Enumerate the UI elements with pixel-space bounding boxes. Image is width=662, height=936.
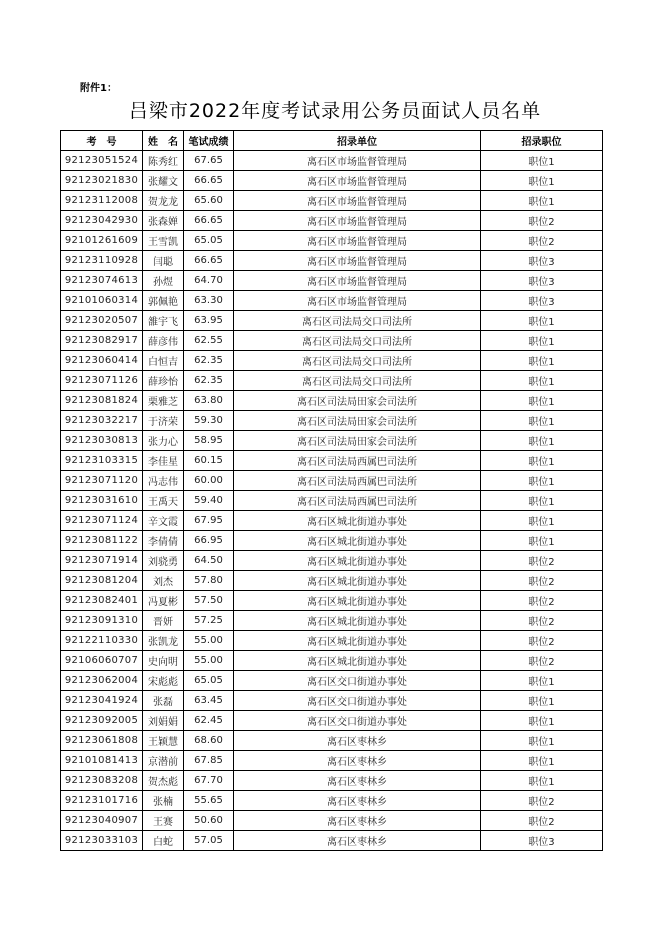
cell-score: 66.95 [184, 531, 234, 551]
cell-position: 职位1 [481, 531, 603, 551]
attachment-label: 附件1： [80, 83, 117, 94]
cell-exam-number: 92123042930 [61, 211, 143, 231]
cell-score: 57.25 [184, 611, 234, 631]
header-unit: 招录单位 [234, 131, 481, 151]
cell-unit: 离石区城北街道办事处 [234, 631, 481, 651]
cell-unit: 离石区司法局交口司法所 [234, 331, 481, 351]
header-score: 笔试成绩 [184, 131, 234, 151]
cell-exam-number: 92123071120 [61, 471, 143, 491]
table-row [61, 731, 603, 751]
cell-position: 职位3 [481, 291, 603, 311]
cell-score: 60.15 [184, 451, 234, 471]
cell-exam-number: 92123032217 [61, 411, 143, 431]
table-row [61, 631, 603, 651]
cell-name: 冯志伟 [143, 471, 184, 491]
candidates-table [60, 130, 603, 851]
cell-unit: 离石区城北街道办事处 [234, 611, 481, 631]
table-header-row [61, 131, 603, 151]
cell-unit: 离石区市场监督管理局 [234, 171, 481, 191]
cell-name: 刘杰 [143, 571, 184, 591]
cell-score: 55.65 [184, 791, 234, 811]
cell-exam-number: 92123061808 [61, 731, 143, 751]
cell-exam-number: 92123081204 [61, 571, 143, 591]
cell-score: 57.80 [184, 571, 234, 591]
cell-position: 职位1 [481, 331, 603, 351]
cell-unit: 离石区市场监督管理局 [234, 191, 481, 211]
cell-name: 闫聪 [143, 251, 184, 271]
cell-name: 于济荣 [143, 411, 184, 431]
cell-position: 职位1 [481, 371, 603, 391]
cell-position: 职位1 [481, 391, 603, 411]
cell-position: 职位1 [481, 311, 603, 331]
cell-score: 58.95 [184, 431, 234, 451]
cell-unit: 离石区司法局交口司法所 [234, 351, 481, 371]
cell-unit: 离石区司法局西属巴司法所 [234, 451, 481, 471]
cell-name: 张楠 [143, 791, 184, 811]
cell-unit: 离石区城北街道办事处 [234, 531, 481, 551]
table-row [61, 551, 603, 571]
cell-exam-number: 92123091310 [61, 611, 143, 631]
cell-name: 栗雅芝 [143, 391, 184, 411]
cell-score: 63.80 [184, 391, 234, 411]
cell-position: 职位1 [481, 491, 603, 511]
cell-unit: 离石区市场监督管理局 [234, 211, 481, 231]
header-position: 招录职位 [481, 131, 603, 151]
cell-score: 63.95 [184, 311, 234, 331]
cell-unit: 离石区城北街道办事处 [234, 511, 481, 531]
cell-name: 孙煜 [143, 271, 184, 291]
table-row [61, 411, 603, 431]
cell-score: 65.05 [184, 671, 234, 691]
table-row [61, 671, 603, 691]
cell-score: 65.60 [184, 191, 234, 211]
table-row [61, 531, 603, 551]
table-row [61, 271, 603, 291]
cell-name: 张耀文 [143, 171, 184, 191]
cell-position: 职位3 [481, 271, 603, 291]
cell-score: 59.40 [184, 491, 234, 511]
cell-position: 职位1 [481, 751, 603, 771]
cell-exam-number: 92123041924 [61, 691, 143, 711]
table-row [61, 831, 603, 851]
cell-unit: 离石区枣林乡 [234, 751, 481, 771]
cell-exam-number: 92123033103 [61, 831, 143, 851]
cell-exam-number: 92123103315 [61, 451, 143, 471]
cell-name: 薛珍怡 [143, 371, 184, 391]
cell-name: 张磊 [143, 691, 184, 711]
cell-unit: 离石区交口街道办事处 [234, 711, 481, 731]
cell-score: 62.35 [184, 371, 234, 391]
cell-name: 王禹天 [143, 491, 184, 511]
cell-exam-number: 92106060707 [61, 651, 143, 671]
cell-name: 雒宇飞 [143, 311, 184, 331]
cell-position: 职位1 [481, 511, 603, 531]
cell-unit: 离石区枣林乡 [234, 791, 481, 811]
cell-position: 职位1 [481, 351, 603, 371]
table-row [61, 571, 603, 591]
table-row [61, 811, 603, 831]
header-exam-number: 考 号 [61, 131, 143, 151]
cell-exam-number: 92123040907 [61, 811, 143, 831]
cell-score: 57.05 [184, 831, 234, 851]
cell-score: 55.00 [184, 651, 234, 671]
table-row [61, 371, 603, 391]
cell-unit: 离石区城北街道办事处 [234, 651, 481, 671]
cell-unit: 离石区城北街道办事处 [234, 591, 481, 611]
cell-name: 白蛇 [143, 831, 184, 851]
cell-exam-number: 92123082917 [61, 331, 143, 351]
table-row [61, 431, 603, 451]
cell-name: 冯夏彬 [143, 591, 184, 611]
cell-name: 张凯龙 [143, 631, 184, 651]
cell-exam-number: 92123071126 [61, 371, 143, 391]
cell-position: 职位1 [481, 711, 603, 731]
cell-unit: 离石区司法局西属巴司法所 [234, 491, 481, 511]
cell-score: 62.55 [184, 331, 234, 351]
cell-score: 67.70 [184, 771, 234, 791]
cell-unit: 离石区司法局田家会司法所 [234, 431, 481, 451]
cell-score: 64.50 [184, 551, 234, 571]
cell-position: 职位2 [481, 571, 603, 591]
cell-exam-number: 92123112008 [61, 191, 143, 211]
table-row [61, 311, 603, 331]
table-row [61, 351, 603, 371]
cell-exam-number: 92123071124 [61, 511, 143, 531]
table-row [61, 391, 603, 411]
cell-position: 职位1 [481, 411, 603, 431]
cell-unit: 离石区交口街道办事处 [234, 671, 481, 691]
cell-unit: 离石区枣林乡 [234, 731, 481, 751]
cell-name: 京潜前 [143, 751, 184, 771]
cell-unit: 离石区市场监督管理局 [234, 231, 481, 251]
cell-unit: 离石区司法局西属巴司法所 [234, 471, 481, 491]
cell-score: 62.35 [184, 351, 234, 371]
cell-position: 职位1 [481, 451, 603, 471]
cell-position: 职位1 [481, 191, 603, 211]
table-row [61, 591, 603, 611]
cell-name: 辛文霞 [143, 511, 184, 531]
cell-score: 62.45 [184, 711, 234, 731]
table-row [61, 711, 603, 731]
cell-exam-number: 92123083208 [61, 771, 143, 791]
cell-exam-number: 92123081122 [61, 531, 143, 551]
cell-position: 职位2 [481, 611, 603, 631]
cell-exam-number: 92123062004 [61, 671, 143, 691]
cell-name: 薛彦伟 [143, 331, 184, 351]
cell-position: 职位1 [481, 731, 603, 751]
cell-name: 郭佩艳 [143, 291, 184, 311]
header-name: 姓 名 [143, 131, 184, 151]
cell-position: 职位2 [481, 211, 603, 231]
cell-name: 刘娟娟 [143, 711, 184, 731]
table-row [61, 471, 603, 491]
cell-name: 晋妍 [143, 611, 184, 631]
table-row [61, 231, 603, 251]
cell-position: 职位2 [481, 551, 603, 571]
table-row [61, 171, 603, 191]
cell-exam-number: 92123092005 [61, 711, 143, 731]
cell-unit: 离石区枣林乡 [234, 771, 481, 791]
table-row [61, 511, 603, 531]
cell-unit: 离石区市场监督管理局 [234, 251, 481, 271]
cell-position: 职位1 [481, 471, 603, 491]
cell-score: 67.65 [184, 151, 234, 171]
cell-exam-number: 92123020507 [61, 311, 143, 331]
cell-unit: 离石区枣林乡 [234, 831, 481, 851]
cell-unit: 离石区交口街道办事处 [234, 691, 481, 711]
table-row [61, 331, 603, 351]
cell-exam-number: 92101081413 [61, 751, 143, 771]
cell-name: 张森婵 [143, 211, 184, 231]
table-row [61, 291, 603, 311]
cell-exam-number: 92101261609 [61, 231, 143, 251]
cell-position: 职位3 [481, 831, 603, 851]
cell-position: 职位3 [481, 251, 603, 271]
cell-unit: 离石区市场监督管理局 [234, 291, 481, 311]
cell-name: 宋彪彪 [143, 671, 184, 691]
cell-name: 刘骁勇 [143, 551, 184, 571]
cell-position: 职位2 [481, 631, 603, 651]
cell-score: 67.85 [184, 751, 234, 771]
cell-position: 职位1 [481, 171, 603, 191]
cell-name: 陈秀红 [143, 151, 184, 171]
cell-score: 67.95 [184, 511, 234, 531]
cell-unit: 离石区枣林乡 [234, 811, 481, 831]
cell-score: 65.05 [184, 231, 234, 251]
table-row [61, 691, 603, 711]
table-row [61, 611, 603, 631]
table-row [61, 251, 603, 271]
cell-name: 李倩倩 [143, 531, 184, 551]
cell-position: 职位2 [481, 231, 603, 251]
cell-score: 50.60 [184, 811, 234, 831]
table-row [61, 151, 603, 171]
cell-exam-number: 92101060314 [61, 291, 143, 311]
table-row [61, 211, 603, 231]
table-row [61, 751, 603, 771]
cell-unit: 离石区司法局田家会司法所 [234, 411, 481, 431]
cell-exam-number: 92123030813 [61, 431, 143, 451]
cell-score: 66.65 [184, 211, 234, 231]
cell-position: 职位1 [481, 691, 603, 711]
cell-score: 64.70 [184, 271, 234, 291]
cell-position: 职位2 [481, 791, 603, 811]
cell-exam-number: 92123071914 [61, 551, 143, 571]
cell-exam-number: 92123021830 [61, 171, 143, 191]
cell-score: 63.45 [184, 691, 234, 711]
cell-position: 职位1 [481, 431, 603, 451]
cell-score: 66.65 [184, 251, 234, 271]
page-title: 吕梁市2022年度考试录用公务员面试人员名单 [128, 100, 542, 122]
cell-score: 59.30 [184, 411, 234, 431]
cell-name: 贺杰彪 [143, 771, 184, 791]
cell-position: 职位1 [481, 771, 603, 791]
cell-score: 66.65 [184, 171, 234, 191]
cell-exam-number: 92123031610 [61, 491, 143, 511]
cell-unit: 离石区城北街道办事处 [234, 571, 481, 591]
table-row [61, 491, 603, 511]
cell-position: 职位2 [481, 651, 603, 671]
cell-unit: 离石区市场监督管理局 [234, 151, 481, 171]
cell-unit: 离石区城北街道办事处 [234, 551, 481, 571]
cell-exam-number: 92123082401 [61, 591, 143, 611]
cell-name: 张力心 [143, 431, 184, 451]
cell-score: 60.00 [184, 471, 234, 491]
cell-exam-number: 92123051524 [61, 151, 143, 171]
cell-unit: 离石区司法局交口司法所 [234, 371, 481, 391]
cell-name: 王颖慧 [143, 731, 184, 751]
cell-unit: 离石区市场监督管理局 [234, 271, 481, 291]
cell-position: 职位1 [481, 671, 603, 691]
table-row [61, 771, 603, 791]
cell-exam-number: 92123060414 [61, 351, 143, 371]
table-row [61, 451, 603, 471]
cell-score: 63.30 [184, 291, 234, 311]
cell-score: 55.00 [184, 631, 234, 651]
table-row [61, 791, 603, 811]
cell-name: 史向明 [143, 651, 184, 671]
cell-position: 职位2 [481, 811, 603, 831]
table-row [61, 191, 603, 211]
cell-unit: 离石区司法局交口司法所 [234, 311, 481, 331]
cell-score: 68.60 [184, 731, 234, 751]
cell-name: 王雪凯 [143, 231, 184, 251]
cell-name: 白恒吉 [143, 351, 184, 371]
cell-exam-number: 92123074613 [61, 271, 143, 291]
cell-name: 贺龙龙 [143, 191, 184, 211]
cell-position: 职位2 [481, 591, 603, 611]
cell-exam-number: 92122110330 [61, 631, 143, 651]
cell-position: 职位1 [481, 151, 603, 171]
cell-exam-number: 92123110928 [61, 251, 143, 271]
table-row [61, 651, 603, 671]
cell-name: 王赛 [143, 811, 184, 831]
cell-unit: 离石区司法局田家会司法所 [234, 391, 481, 411]
cell-name: 李佳星 [143, 451, 184, 471]
cell-score: 57.50 [184, 591, 234, 611]
cell-exam-number: 92123081824 [61, 391, 143, 411]
cell-exam-number: 92123101716 [61, 791, 143, 811]
